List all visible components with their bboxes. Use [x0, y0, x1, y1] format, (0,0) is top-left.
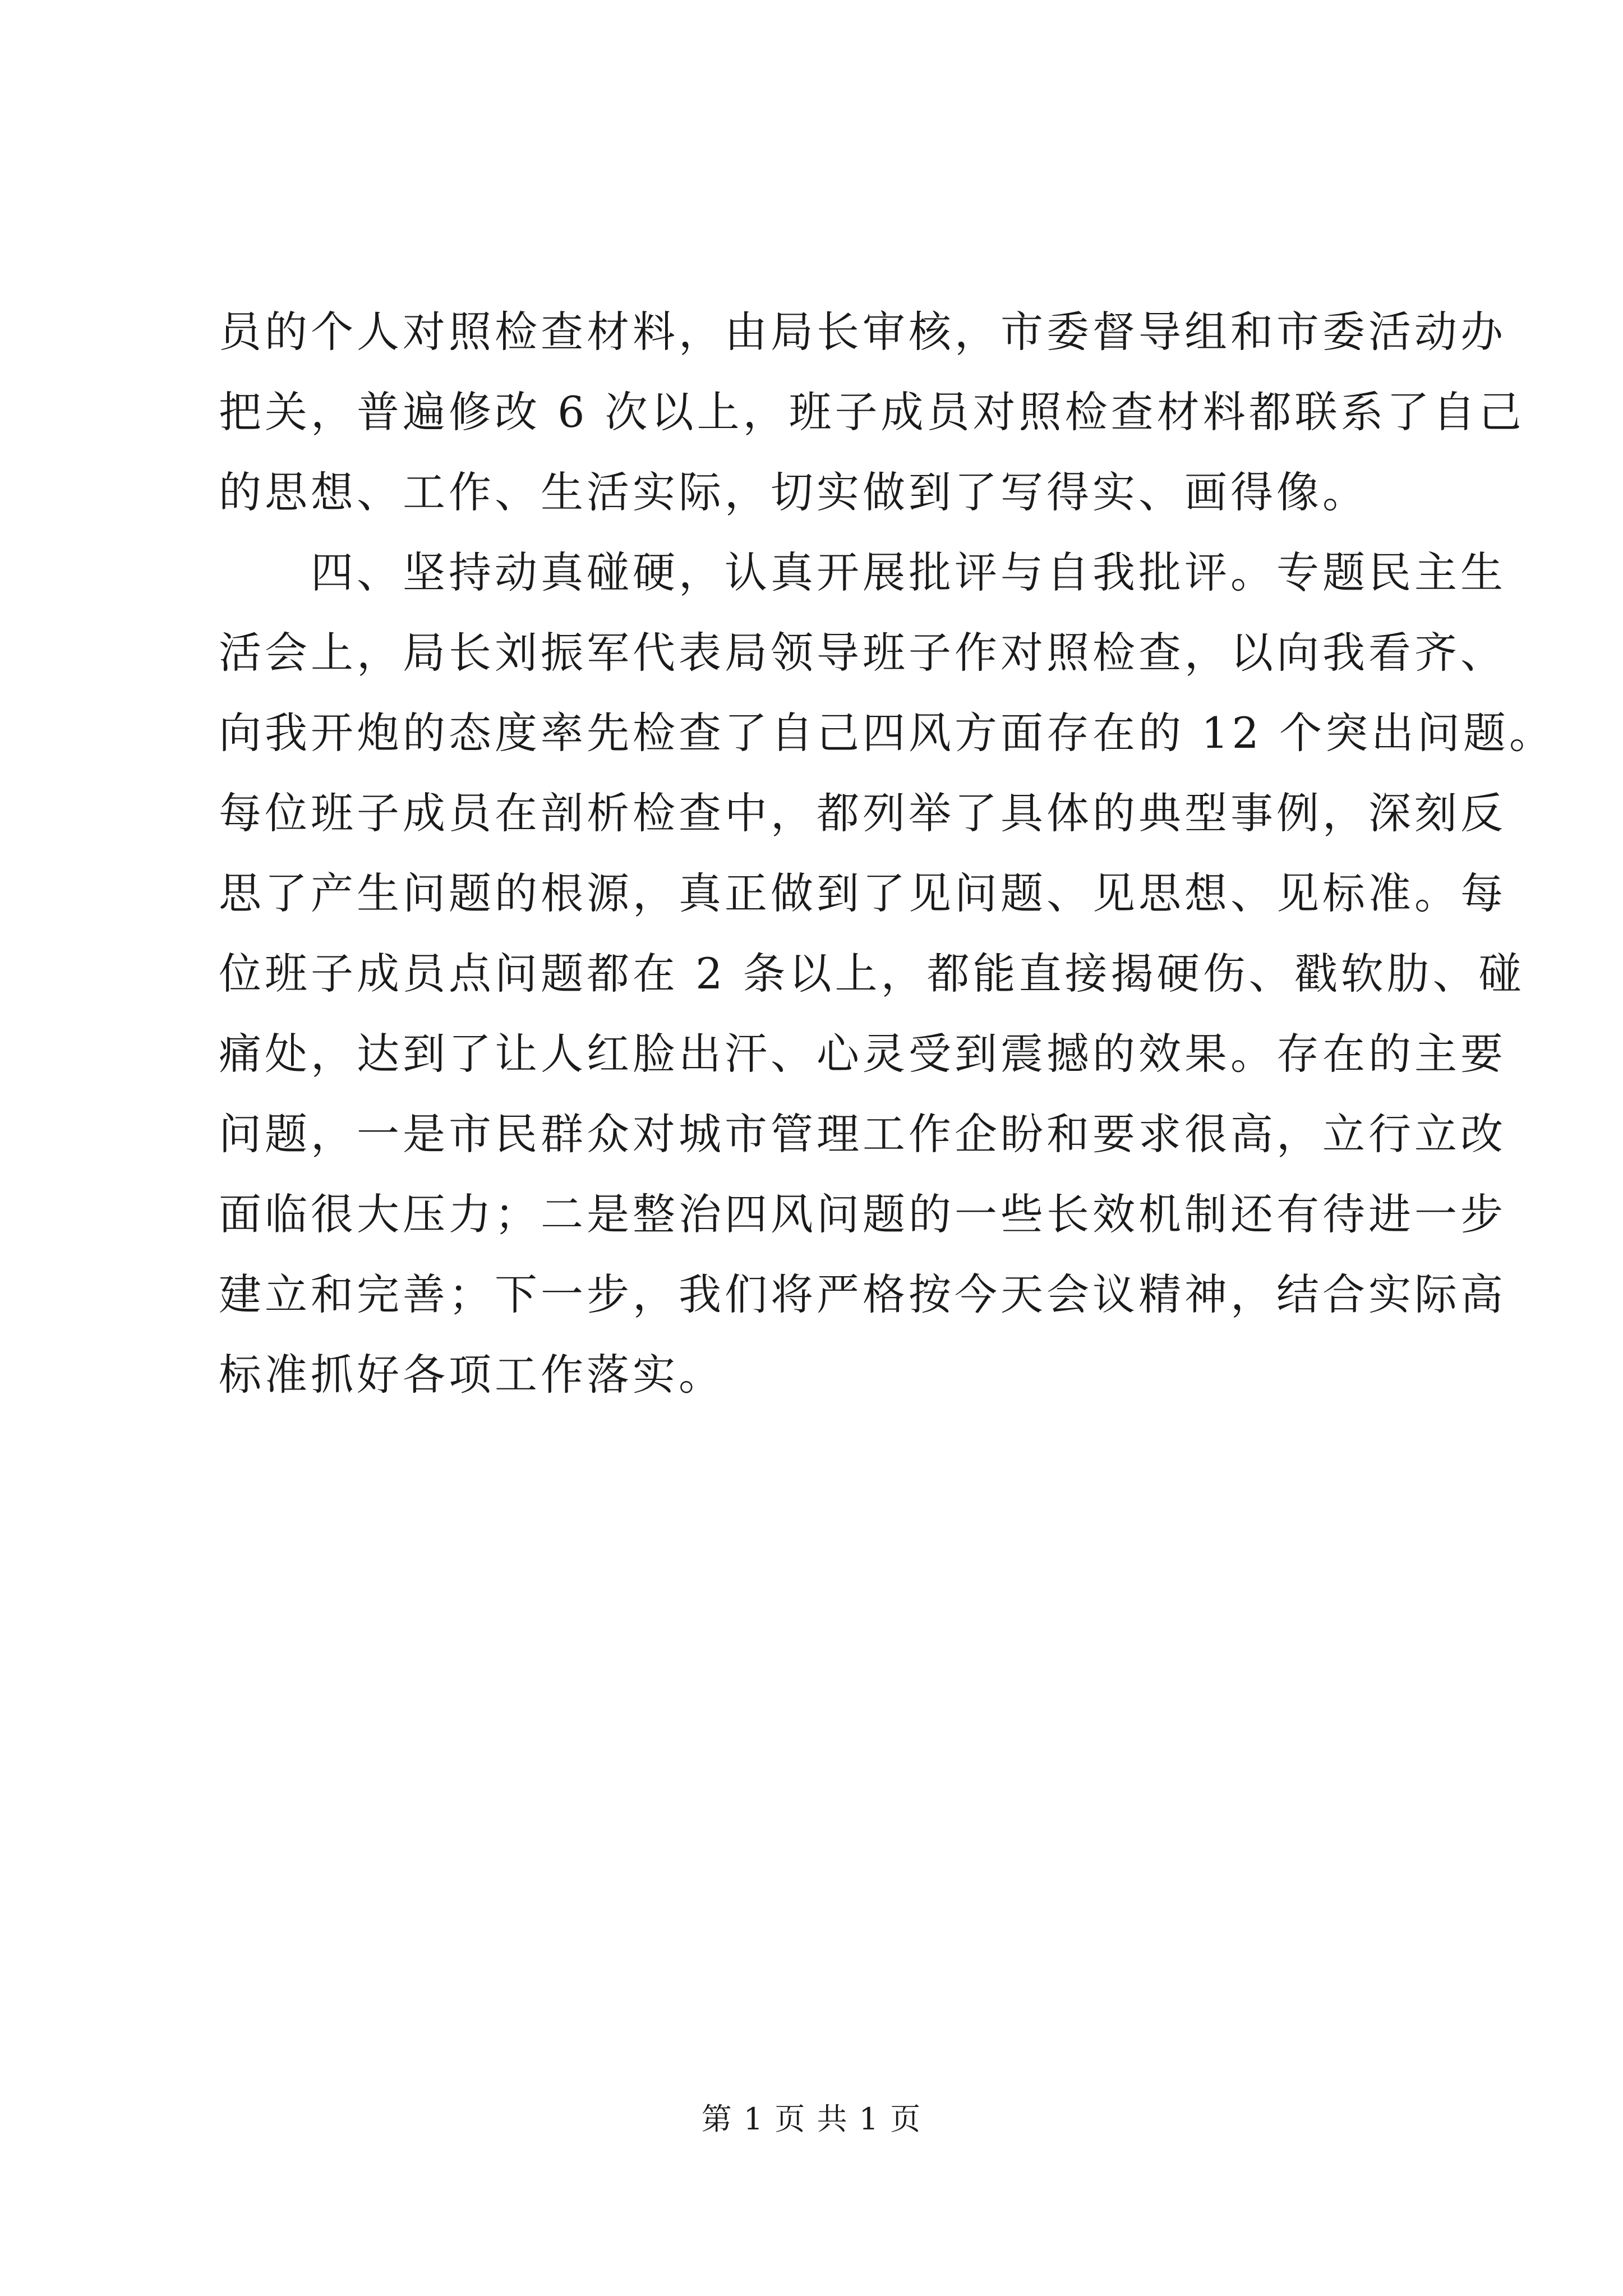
text-line: 活会上，局长刘振军代表局领导班子作对照检查，以向我看齐、	[219, 628, 1506, 678]
page-number-footer: 第 1 页 共 1 页	[701, 2101, 922, 2137]
text-line: 思了产生问题的根源，真正做到了见问题、见思想、见标准。每	[219, 868, 1506, 918]
text-line: 员的个人对照检查材料，由局长审核，市委督导组和市委活动办	[219, 307, 1506, 357]
text-line: 把关，普遍修改 6 次以上，班子成员对照检查材料都联系了自己	[219, 387, 1525, 437]
text-line: 建立和完善；下一步，我们将严格按今天会议精神，结合实际高	[219, 1269, 1506, 1319]
text-line: 向我开炮的态度率先检查了自己四风方面存在的 12 个突出问题。	[219, 708, 1556, 758]
text-line: 的思想、工作、生活实际，切实做到了写得实、画得像。	[219, 467, 1368, 517]
text-line: 痛处，达到了让人红脸出汗、心灵受到震撼的效果。存在的主要	[219, 1029, 1506, 1079]
document-body	[219, 292, 1556, 1415]
text-line: 问题，一是市民群众对城市管理工作企盼和要求很高，立行立改	[219, 1109, 1506, 1159]
text-line: 四、坚持动真碰硬，认真开展批评与自我批评。专题民主生	[219, 547, 1506, 597]
text-line: 位班子成员点问题都在 2 条以上，都能直接揭硬伤、戳软肋、碰	[219, 949, 1525, 999]
text-line: 每位班子成员在剖析检查中，都列举了具体的典型事例，深刻反	[219, 788, 1506, 838]
text-line: 标准抓好各项工作落实。	[219, 1350, 725, 1400]
text-line: 面临很大压力；二是整治四风问题的一些长效机制还有待进一步	[219, 1189, 1506, 1239]
